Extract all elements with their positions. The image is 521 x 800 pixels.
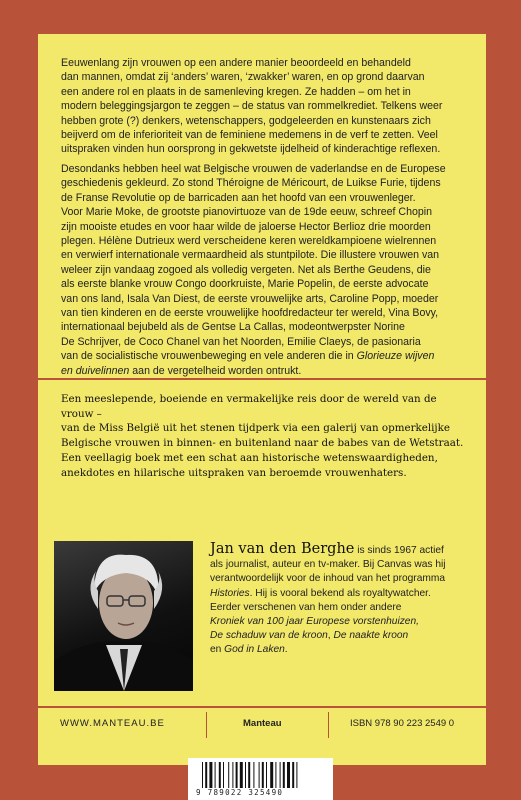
text-line: dan mannen, omdat zij ‘anders’ waren, ‘zwakker’ waren, en op grond daarvan — [61, 71, 425, 84]
text-line: en verwierf internationale vermaardheid als stuntpilote. Die illustere vrouwen van — [61, 249, 440, 262]
barcode-bar — [292, 762, 294, 788]
text-line: geschiedenis gekleurd. Zo stond Théroigne de Méricourt, de Luikse Furie, tijdens — [61, 177, 441, 190]
text-span: en — [210, 644, 225, 656]
author-photo — [54, 541, 193, 691]
author-bio — [210, 542, 470, 658]
text-line — [210, 643, 470, 657]
text-span: aan de vergetelheid worden ontrukt. — [132, 364, 302, 377]
publisher-name: Manteau — [243, 718, 282, 729]
blurb-paragraph-2 — [61, 162, 463, 378]
text-line: van tien kinderen en de eerste vrouwelijke hoofdredacteur ter wereld, Vina Bovy, — [61, 307, 439, 320]
pitch-paragraph-1 — [61, 392, 465, 450]
book-title-italic: De schaduw van de kroon — [210, 630, 328, 642]
footer-divider — [206, 712, 207, 738]
barcode-bar — [259, 762, 260, 788]
barcode-bar — [245, 762, 246, 788]
text-line: anekdotes en hilarische uitspraken van beroemde vrouwenhaters. — [61, 466, 407, 479]
text-span: . — [284, 644, 288, 656]
barcode-bars — [202, 762, 320, 788]
barcode-bar — [270, 762, 273, 788]
barcode-bar — [280, 762, 281, 788]
barcode-bar — [219, 762, 221, 788]
book-title-italic: De naakte kroon — [333, 630, 409, 642]
text-line: de Franse Revolutie op de barricaden aan het hoofd van een vrouwenleger. — [61, 191, 416, 204]
text-line: verantwoordelijk voor de inhoud van het programma — [210, 573, 446, 585]
pitch-paragraph-2 — [61, 451, 465, 480]
isbn-number: ISBN 978 90 223 2549 0 — [350, 718, 455, 729]
text-line: als eerste blanke vrouw Congo doorkruiste, Marie Popelin, de eerste advocate — [61, 278, 429, 291]
text-line — [210, 615, 470, 629]
barcode-bar — [215, 762, 216, 788]
text-line: Belgische vrouwen in binnen- en buitenland naar de babes van de Wetstraat. — [61, 436, 464, 449]
text-line: Eerder verschenen van hem onder andere — [210, 601, 402, 613]
text-line: van de Miss België uit het stenen tijdperk via een galerij van opmerkelijke — [61, 422, 450, 435]
barcode-bar — [262, 762, 264, 788]
text-line: internationaal bejubeld als de Gentse La Callas, modeontwerpster Norine — [61, 321, 405, 334]
publisher-url: WWW.MANTEAU.BE — [60, 718, 165, 729]
barcode-bar — [248, 762, 250, 788]
barcode-bar — [240, 762, 243, 788]
text-span: van de socialistische vrouwenbeweging en vele anderen die in — [61, 350, 354, 363]
barcode-bar — [283, 762, 285, 788]
text-line: plegen. Hélène Dutrieux werd verscheidene keren wereldkampioene wielrennen — [61, 235, 437, 248]
blurb-panel — [38, 34, 486, 765]
text-span: . Hij is vooral bekend als royaltywatcher. — [249, 587, 431, 599]
barcode-bar — [296, 762, 297, 788]
text-line: Een veellagig boek met een schat aan historische wetenswaardigheden, — [61, 452, 438, 464]
text-line: Desondanks hebben heel wat Belgische vrouwen de vaderlandse en de Europese — [61, 163, 446, 175]
text-line: weleer zijn vandaag zogoed als volledig vergeten. Net als Berthe Geudens, die — [61, 263, 431, 276]
barcode-bar — [205, 762, 207, 788]
barcode-bar — [275, 762, 276, 788]
text-line: zijn mooiste etudes en voor haar wilde de jaloerse Hector Berlioz drie moorden — [61, 220, 431, 233]
text-line — [61, 349, 463, 363]
text-line — [61, 364, 463, 378]
book-title-italic: en duivelinnen — [61, 364, 130, 377]
text-line: modern beleggingsjargon te zeggen – de status van rommelkrediet. Telkens weer — [61, 100, 443, 113]
text-line: beijverd om de inferioriteit van de feminiene medemens in de verf te zetten. Veel — [61, 129, 438, 142]
text-line — [210, 629, 470, 643]
barcode-bar — [236, 762, 238, 788]
blurb-paragraph-1 — [61, 56, 463, 157]
text-line — [210, 542, 470, 558]
divider-line — [38, 378, 486, 380]
text-line: een andere rol en plaats in de samenleving kregen. Ze hadden – om het in — [61, 85, 411, 98]
book-title-italic: God in Laken — [224, 644, 285, 656]
barcode-bar — [232, 762, 233, 788]
text-line: uitspraken vinden hun oorsprong in gekwetste ijdelheid of kinderachtige reflexen. — [61, 143, 441, 156]
program-title-italic: Histories — [210, 587, 250, 599]
barcode-bar — [266, 762, 267, 788]
text-line: Een meeslepende, boeiende en vermakelijke reis door de wereld van de vrouw – — [61, 393, 437, 420]
barcode-bar — [223, 762, 224, 788]
text-span: , — [327, 630, 334, 642]
barcode — [188, 758, 333, 800]
book-title-italic: Glorieuze wijven — [356, 350, 435, 363]
text-line: als journalist, auteur en tv-maker. Bij Canvas was hij — [210, 559, 446, 571]
text-line: Eeuwenlang zijn vrouwen op een andere manier beoordeeld en behandeld — [61, 57, 411, 69]
text-span: is sinds 1967 actief — [357, 545, 444, 556]
footer-bar — [38, 718, 486, 738]
barcode-bar — [253, 762, 254, 788]
footer-divider — [328, 712, 329, 738]
text-line: van ons land, Isala Van Diest, de eerste vrouwelijke arts, Caroline Popp, moeder — [61, 292, 439, 305]
barcode-bar — [202, 762, 203, 788]
barcode-digits: 9 789022 325490 — [196, 788, 284, 797]
author-name: Jan van den Berghe — [210, 541, 355, 557]
divider-line — [38, 706, 486, 708]
book-title-italic: Kroniek van 100 jaar Europese vorstenhuizen, — [210, 616, 419, 628]
text-line: hebben grote (?) denkers, wetenschappers, godgeleerden en kunstenaars zich — [61, 114, 431, 127]
text-line: De Schrijver, de Coco Chanel van het Noorden, Emilie Claeys, de pasionaria — [61, 335, 421, 348]
barcode-bar — [287, 762, 290, 788]
barcode-bar — [209, 762, 212, 788]
text-line: Voor Marie Moke, de grootste pianovirtuoze van de 19de eeuw, schreef Chopin — [61, 206, 433, 219]
author-portrait-drawing — [54, 541, 193, 691]
barcode-bar — [228, 762, 229, 788]
text-line — [210, 587, 470, 601]
